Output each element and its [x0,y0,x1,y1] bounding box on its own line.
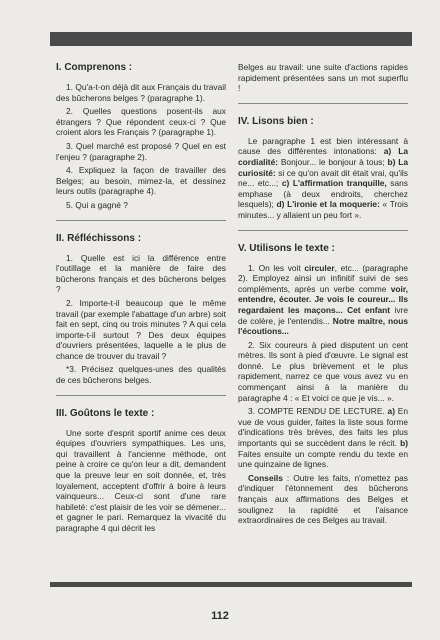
reflection-1: 1. Quelle est ici la différence entre l'outillage et la manière de faire des bûcherons français et des bûcherons belges ? [56,252,226,295]
question-1: 1. Qu'a-t-on déjà dit aux Français du travail des bûcherons belges ? (paragraphe 1). [56,82,226,103]
exercise-3: 3. COMPTE RENDU DE LECTURE. a) En vue de vous guider, faites la liste sous forme d'indications très brèves, des faits les plus importants qui se succèdent dans le récit. b) Faites ensuite un compte rendu du texte en une quinzaine de lignes. [238,406,409,470]
top-decorative-bar [50,32,412,46]
goutons-continuation: Belges au travail: une suite d'actions rapides rapidement présentées sans un mot superflu ! [238,62,408,94]
left-column [56,62,226,537]
question-2: 2. Quelles questions posent-ils aux étrangers ? Que répondent ceux-ci ? Que croient alors les Français ? (paragraphe 1). [56,106,226,138]
section-divider [56,220,226,221]
section-lisons-title: IV. Lisons bien : [238,115,314,127]
exercise-1: 1. On les voit circuler, etc... (paragraphe 2). Employez ainsi un infinitif suivi de ses compléments, après un verbe comme voir, entendre, écouter. Je vois le coureur... Ils regardaient les maçons... Cet enfant ivre de colère, je l'entendis... Notre maître, nous l'écoutions... [238,262,409,337]
section-divider [56,395,226,396]
bottom-decorative-bar [50,582,412,587]
question-3: 3. Quel marché est proposé ? Quel en est l'enjeu ? (paragraphe 2). [56,140,226,162]
right-column [238,62,408,529]
exercise-2: 2. Six coureurs à pied disputent un cent mètres. Ils sont à pied d'œuvre. Le signal est donné. Le plus brièvement et le plus rapidement, narrez ce que vous avez vu en commençant ainsi à la manière du paragraphe 4 : « Et voici ce que je vis... ». [238,339,408,403]
section-reflechissons-title: II. Réfléchissons : [56,232,142,244]
conseils-paragraph: Conseils : Outre les faits, n'omettez pas d'indiquer l'étonnement des bûcherons français aux affirmations des Belges et soulignez la rapidité et l'aisance extraordinaires de ces Belges au travail. [238,472,408,526]
reflection-2: 2. Importe-t-il beaucoup que le même travail (par exemple l'abattage d'un arbre) soit fait en sept, cinq ou trois minutes ? A qui cela importe-t-il surtout ? Des deux équipes d'ouvriers présentées, laquelle a le plus de chance de trouver du travail ? [56,297,226,361]
section-comprenons-title: I. Comprenons : [56,62,133,73]
section-utilisons-title: V. Utilisons le texte : [238,242,335,254]
section-divider [238,103,408,104]
lisons-paragraph: Le paragraphe 1 est bien intéressant à cause des différentes intonations: a) La cordialité: Bonjour... le bonjour à tous; b) La curiosité: si ce qu'on avait dit était vrai, qu'ils ne... etc...; c) L'affirmation tranquille, sans emphase (à deux endroits, cherchez lesquels); d) L'ironie et la moquerie: « Trois minutes... y allaient un peu fort ». [238,135,409,220]
section-divider [238,230,408,231]
page-number: 112 [211,610,229,622]
goutons-paragraph: Une sorte d'esprit sportif anime ces deux équipes d'ouvriers sympathiques. Les uns, qui travaillent à l'ancienne méthode, ont peine à croire ce qu'on leur a dit, demandent que la preuve leur en soit donnée, et, très loyalement, acceptent d'offrir à boire à leurs vainqueurs... Ceux-ci sont d'une rare habileté: c'est plaisir de les voir se démener... et gagner le pari. Remarquez la vivacité du paragraphe 4 qui décrit les [56,427,226,533]
question-4: 4. Expliquez la façon de travailler des Belges; au besoin, mimez-la, et dessinez leurs outils (paragraphe 4). [56,165,226,197]
section-goutons-title: III. Goûtons le texte : [56,407,155,419]
question-5: 5. Qui a gagné ? [66,199,128,210]
reflection-3: *3. Précisez quelques-unes des qualités de ces bûcherons belges. [56,364,226,386]
